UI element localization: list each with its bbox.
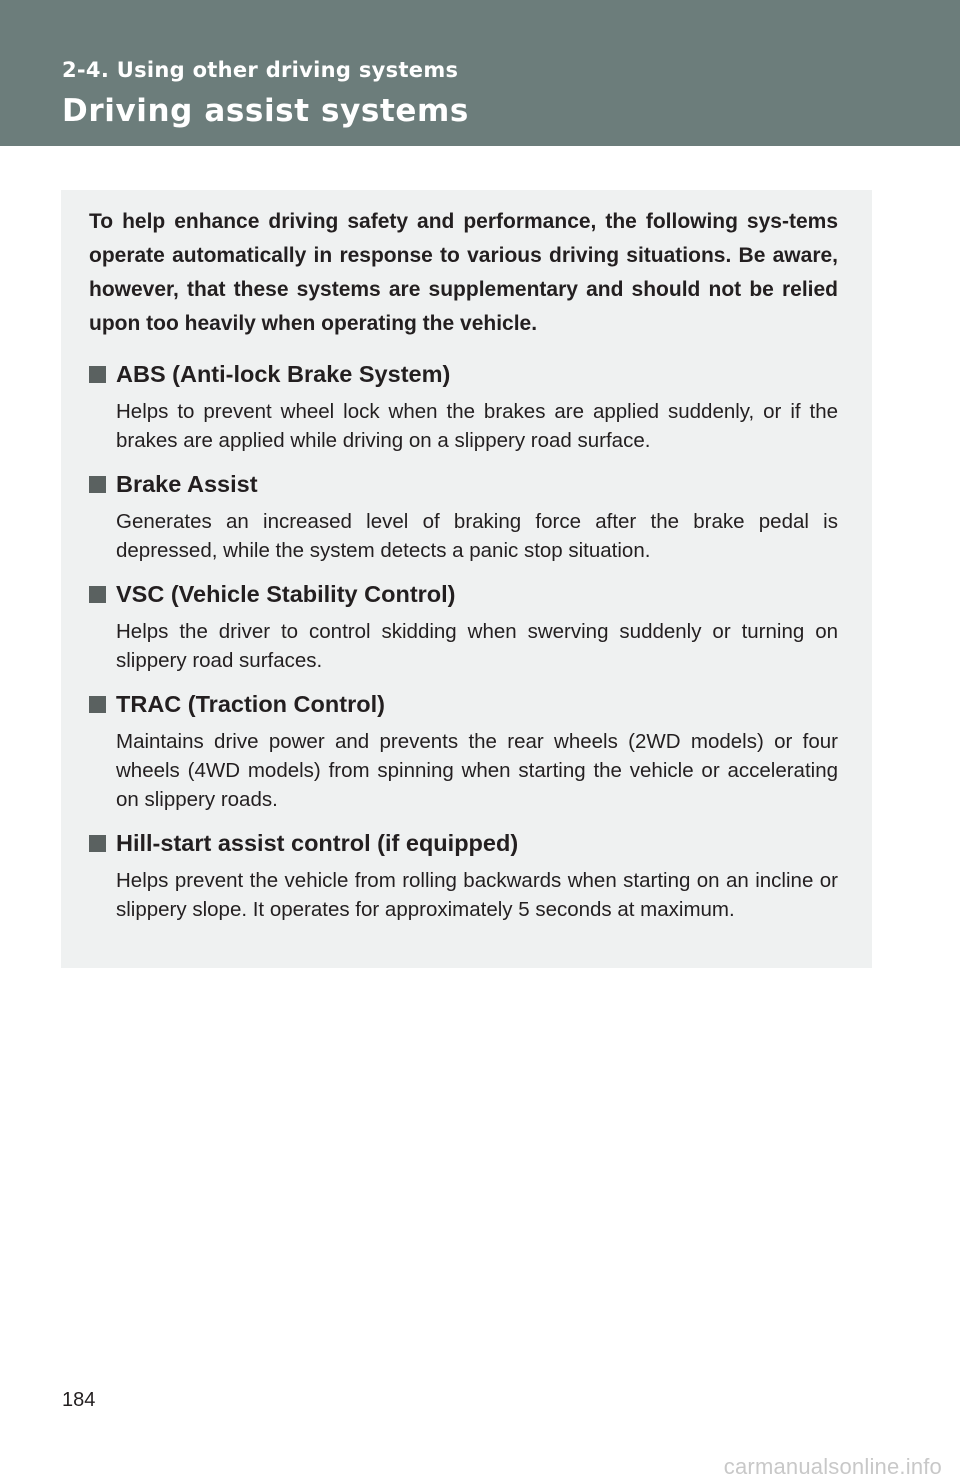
section-label: 2-4. Using other driving systems (62, 58, 459, 82)
feature-description: Maintains drive power and prevents the rear wheels (2WD models) or four wheels (4WD models) from spinning when starting the vehicle or accelerating on slippery roads. (116, 730, 838, 811)
square-bullet-icon (89, 366, 106, 383)
feature-heading-text: Hill-start assist control (if equipped) (116, 830, 519, 856)
page-number: 184 (62, 1389, 96, 1411)
page-title: Driving assist systems (62, 93, 469, 129)
feature-brake-assist (89, 469, 838, 565)
feature-description: Helps the driver to control skidding when swerving suddenly or turning on slippery road surfaces. (116, 620, 838, 672)
feature-description: Helps to prevent wheel lock when the brakes are applied suddenly, or if the brakes are applied while driving on a slippery road surface. (116, 400, 838, 452)
feature-description: Helps prevent the vehicle from rolling backwards when starting on an incline or slippery slope. It operates for approximately 5 seconds at maximum. (116, 869, 838, 921)
info-panel (61, 190, 872, 968)
feature-abs (89, 359, 838, 455)
feature-hill-start-assist (89, 828, 838, 924)
feature-trac (89, 689, 838, 814)
intro-paragraph: To help enhance driving safety and performance, the following sys-tems operate automatically in response to various driving situations. Be aware, however, that these systems are supplementary and should not be relied upon too heavily when operating the vehicle. (89, 210, 838, 335)
feature-heading-text: VSC (Vehicle Stability Control) (116, 581, 456, 607)
square-bullet-icon (89, 586, 106, 603)
feature-heading (89, 469, 838, 499)
square-bullet-icon (89, 696, 106, 713)
feature-heading (89, 579, 838, 609)
feature-heading-text: ABS (Anti-lock Brake System) (116, 361, 451, 387)
feature-heading-text: TRAC (Traction Control) (116, 691, 385, 717)
watermark: carmanualsonline.info (723, 1454, 942, 1479)
feature-heading (89, 359, 838, 389)
feature-heading-text: Brake Assist (116, 471, 258, 497)
feature-heading (89, 689, 838, 719)
feature-description: Generates an increased level of braking force after the brake pedal is depressed, while the system detects a panic stop situation. (116, 510, 838, 562)
header-band (0, 0, 960, 146)
square-bullet-icon (89, 835, 106, 852)
feature-heading (89, 828, 838, 858)
square-bullet-icon (89, 476, 106, 493)
feature-vsc (89, 579, 838, 675)
